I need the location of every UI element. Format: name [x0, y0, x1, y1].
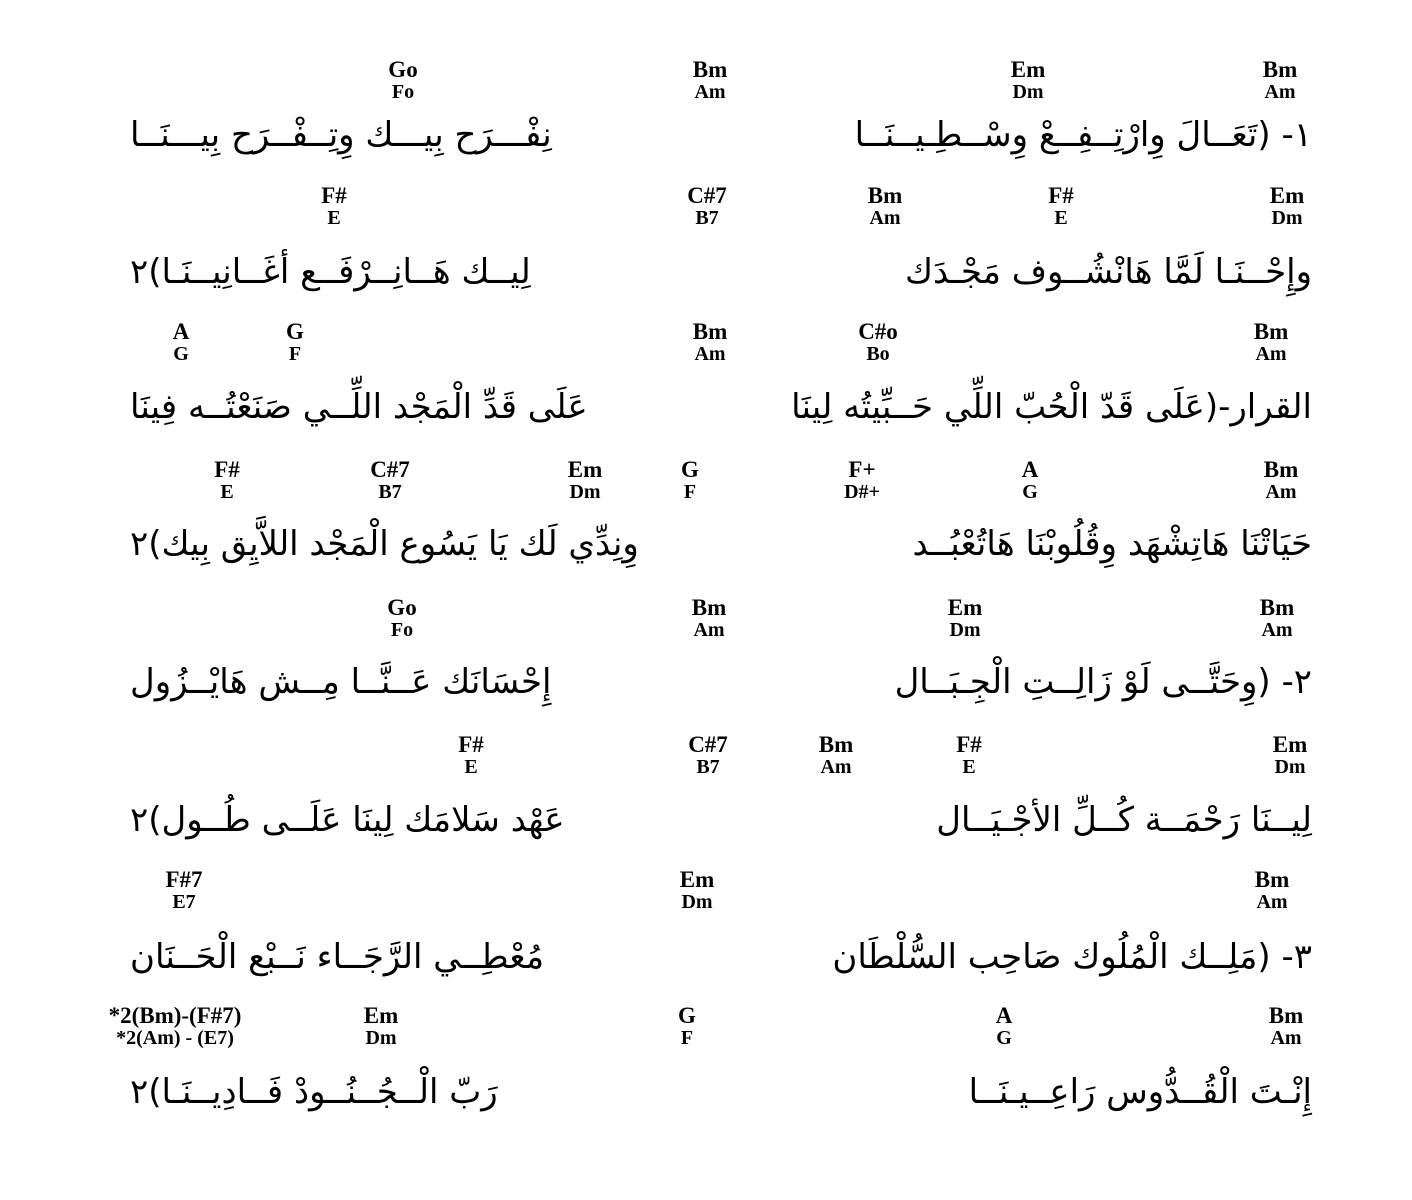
lyric-first-hemistich: حَيَاتْنَا هَاتِشْهَد وِقُلُوبْنَا هَاتُعْبُــد: [912, 524, 1312, 564]
chord-primary: C#7: [688, 732, 728, 757]
chord-label: [1264, 458, 1299, 502]
lyric-first-hemistich: القرار-(عَلَى قَدّ الْحُبّ اللِّي حَــبِّيتُه لِينَا: [791, 387, 1312, 427]
chord-primary: Em: [567, 457, 603, 482]
chord-primary: Bm: [692, 319, 728, 344]
chord-label: [996, 1004, 1013, 1048]
chord-primary: Bm: [818, 732, 854, 757]
lyric-second-hemistich: نِفْـــرَح بِيـــك وِتِــفْــرَح بِيـــنَــا: [130, 115, 552, 155]
chord-alternate: G: [996, 1027, 1012, 1049]
chord-primary: *2(Bm)-(F#7): [108, 1003, 242, 1028]
chord-alternate: Am: [694, 81, 726, 103]
chord-label: [1048, 184, 1074, 228]
chord-label: [680, 868, 715, 912]
chord-primary: Bm: [1253, 319, 1289, 344]
chord-primary: G: [681, 457, 699, 482]
chord-alternate: F: [288, 343, 302, 365]
chord-primary: Em: [1010, 57, 1046, 82]
chord-label: [568, 458, 603, 502]
chord-label: [868, 184, 903, 228]
chord-primary: F#: [321, 183, 347, 208]
chord-alternate: D#+: [844, 481, 880, 503]
chord-alternate: E: [220, 481, 234, 503]
chord-alternate: Am: [869, 207, 901, 229]
chord-label: [692, 596, 727, 640]
chord-primary: G: [678, 1003, 696, 1028]
chord-primary: A: [172, 319, 190, 344]
chord-primary: A: [995, 1003, 1013, 1028]
chord-alternate: Dm: [1012, 81, 1044, 103]
chord-label: [693, 58, 728, 102]
chord-label: [687, 184, 727, 228]
chord-label: [364, 1004, 399, 1048]
chord-label: [1011, 58, 1046, 102]
chord-primary: Bm: [692, 57, 728, 82]
chord-alternate: E: [1054, 207, 1068, 229]
chord-primary: Bm: [1268, 1003, 1304, 1028]
chord-label: [688, 733, 728, 777]
chord-alternate: Am: [1270, 1027, 1302, 1049]
chord-primary: C#o: [858, 319, 898, 344]
lyric-second-hemistich: إِحْسَانَك عَــنَّــا مِــش هَايْــزُول: [130, 662, 552, 702]
chord-primary: Bm: [867, 183, 903, 208]
chord-primary: C#7: [370, 457, 410, 482]
chord-label: [1255, 868, 1290, 912]
chord-primary: Bm: [1259, 595, 1295, 620]
chord-label: [1270, 184, 1305, 228]
chord-label: [858, 320, 898, 364]
chord-primary: F#: [1048, 183, 1074, 208]
chord-label: [844, 458, 880, 502]
chord-alternate: Am: [693, 619, 725, 641]
chord-primary: F#: [956, 732, 982, 757]
chord-alternate: Dm: [681, 891, 713, 913]
chord-alternate: E: [962, 756, 976, 778]
chord-alternate: Fo: [391, 81, 415, 103]
chord-primary: Em: [363, 1003, 399, 1028]
lyric-first-hemistich: إِنْـتَ الْقُــدُّوس رَاعِــيـنَــا: [968, 1072, 1312, 1112]
chord-primary: Go: [387, 595, 417, 620]
chord-label: [1022, 458, 1039, 502]
chord-alternate: Dm: [1274, 756, 1306, 778]
lyric-first-hemistich: ٣- (مَلِــك الْمُلُوك صَاحِب السُّلْطَان: [832, 937, 1312, 977]
chord-primary: Bm: [1254, 867, 1290, 892]
chord-label: [321, 184, 347, 228]
chord-primary: C#7: [687, 183, 727, 208]
chord-primary: Bm: [1263, 457, 1299, 482]
chord-label: [388, 58, 417, 102]
chord-alternate: B7: [695, 207, 719, 229]
chord-label: [1269, 1004, 1304, 1048]
chord-primary: Bm: [691, 595, 727, 620]
chord-alternate: G: [1022, 481, 1038, 503]
chord-alternate: *2(Am) - (E7): [116, 1027, 234, 1049]
chord-label: [678, 1004, 696, 1048]
chord-alternate: Am: [1264, 81, 1296, 103]
chord-primary: A: [1021, 457, 1039, 482]
chord-primary: F#7: [165, 867, 203, 892]
lyric-first-hemistich: وإِحْــنَـا لَمَّا هَانْشُــوف مَجْـدَك: [905, 252, 1312, 292]
chord-label: [819, 733, 854, 777]
chord-primary: Em: [1272, 732, 1308, 757]
chord-label: [458, 733, 484, 777]
chord-label: [173, 320, 190, 364]
chord-alternate: E7: [172, 891, 196, 913]
chord-alternate: Am: [1256, 891, 1288, 913]
chord-primary: Em: [679, 867, 715, 892]
lyric-second-hemistich: عَهْد سَلامَك لِينَا عَلَــى طُــول)٢: [130, 800, 565, 840]
chord-label: [387, 596, 416, 640]
chord-label: [109, 1004, 242, 1048]
chord-label: [1273, 733, 1308, 777]
chord-label: [165, 868, 202, 912]
chord-alternate: F: [683, 481, 697, 503]
chord-alternate: Am: [1265, 481, 1297, 503]
lyric-second-hemistich: رَبّ الْــجُــنُــودْ فَــادِيــنَـا)٢: [130, 1072, 498, 1112]
chord-label: [214, 458, 240, 502]
chord-label: [956, 733, 982, 777]
chord-alternate: Dm: [949, 619, 981, 641]
chord-alternate: Am: [1261, 619, 1293, 641]
chord-primary: Em: [947, 595, 983, 620]
lyric-second-hemistich: وِنِدِّي لَك يَا يَسُوع الْمَجْد اللاَّيِق بِيك)٢: [130, 524, 639, 564]
chord-label: [1254, 320, 1289, 364]
chord-label: [1263, 58, 1298, 102]
chord-primary: F#: [214, 457, 240, 482]
chord-label: [681, 458, 699, 502]
lyric-second-hemistich: عَلَى قَدِّ الْمَجْد اللِّــي صَنَعْتُــه فِينَا: [130, 387, 588, 427]
chord-label: [948, 596, 983, 640]
lyric-second-hemistich: مُعْطِــي الرَّجَــاء نَــبْع الْحَــنَان: [130, 937, 545, 977]
chord-primary: Bm: [1262, 57, 1298, 82]
chord-alternate: E: [327, 207, 341, 229]
chord-alternate: Dm: [1271, 207, 1303, 229]
chord-alternate: Fo: [390, 619, 414, 641]
chord-alternate: Bo: [866, 343, 890, 365]
chord-primary: Go: [388, 57, 418, 82]
chord-primary: F+: [848, 457, 876, 482]
chord-alternate: G: [173, 343, 189, 365]
lyric-first-hemistich: ٢- (وِحَتَّــى لَوْ زَالِــتِ الْجِـبَــال: [894, 662, 1312, 702]
chord-primary: G: [286, 319, 304, 344]
lyric-first-hemistich: لِيــنَا رَحْمَــة كُــلِّ الأجْـيَــال: [936, 800, 1312, 840]
lyric-second-hemistich: لِيــك هَــانِــرْفَــع أغَــانِيــنَـا)٢: [130, 252, 531, 292]
chord-alternate: F: [680, 1027, 694, 1049]
chord-alternate: B7: [378, 481, 402, 503]
chord-alternate: B7: [696, 756, 720, 778]
chord-label: [1260, 596, 1295, 640]
lyric-first-hemistich: ١- (تَعَــالَ وِارْتِــفِــعْ وِسْــطِـيــنَــا: [854, 115, 1312, 155]
chord-label: [286, 320, 304, 364]
chord-alternate: Am: [1255, 343, 1287, 365]
chord-alternate: Dm: [569, 481, 601, 503]
chord-label: [693, 320, 728, 364]
chord-alternate: Am: [820, 756, 852, 778]
chord-alternate: Dm: [365, 1027, 397, 1049]
chord-alternate: E: [464, 756, 478, 778]
chord-label: [370, 458, 410, 502]
chord-alternate: Am: [694, 343, 726, 365]
chord-primary: Em: [1269, 183, 1305, 208]
chord-primary: F#: [458, 732, 484, 757]
